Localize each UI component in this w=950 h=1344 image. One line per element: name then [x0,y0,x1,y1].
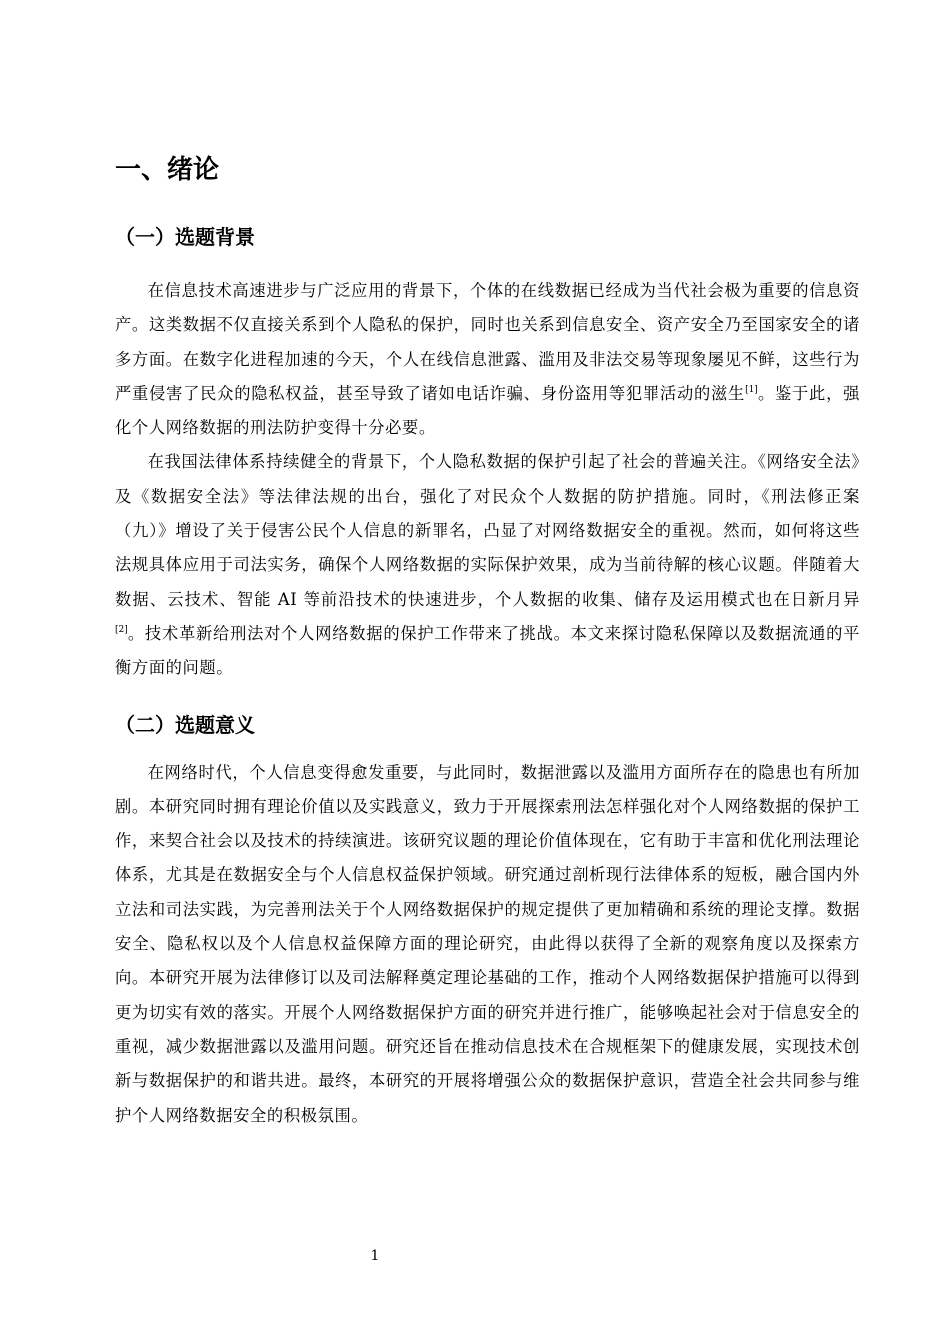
section-heading-background: （一）选题背景 [115,225,255,249]
paragraph-text: 。技术革新给刑法对个人网络数据的保护工作带来了挑战。本文来探讨隐私保障以及数据流通的平衡方面的问题。 [115,623,860,678]
citation-ref: [1] [745,384,758,395]
citation-ref: [2] [115,624,128,635]
body-paragraph: 在网络时代，个人信息变得愈发重要，与此同时，数据泄露以及滥用方面所存在的隐患也有所加剧。本研究同时拥有理论价值以及实践意义，致力于开展探索刑法怎样强化对个人网络数据的保护工作，来契合社会以及技术的持续演进。该研究议题的理论价值体现在，它有助于丰富和优化刑法理论体系，尤其是在数据安全与个人信息权益保护领域。研究通过剖析现行法律体系的短板，融合国内外立法和司法实践，为完善刑法关于个人网络数据保护的规定提供了更加精确和系统的理论支撑。数据安全、隐私权以及个人信息权益保障方面的理论研究，由此得以获得了全新的观察角度以及探索方向。本研究开展为法律修订以及司法解释奠定理论基础的工作，推动个人网络数据保护措施可以得到更为切实有效的落实。开展个人网络数据保护方面的研究并进行推广，能够唤起社会对于信息安全的重视，减少数据泄露以及滥用问题。研究还旨在推动信息技术在合规框架下的健康发展，实现技术创新与数据保护的和谐共进。最终，本研究的开展将增强公众的数据保护意识，营造全社会共同参与维护个人网络数据安全的积极氛围。 [115,762,860,1125]
body-paragraph [115,274,860,445]
chapter-title: 一、绪论 [115,155,220,185]
section-heading-significance: （二）选题意义 [115,712,255,737]
paragraph-text: 。鉴于此，强化个人网络数据的刑法防护变得十分必要。 [115,383,860,438]
body-paragraph [115,445,860,685]
paragraph-text: 在我国法律体系持续健全的背景下，个人隐私数据的保护引起了社会的普遍关注。《网络安全法》及《数据安全法》等法律法规的出台，强化了对民众个人数据的防护措施。同时，《刑法修正案（九）》增设了关于侵害公民个人信息的新罪名，凸显了对网络数据安全的重视。然而，如何将这些法规具体应用于司法实务，确保个人网络数据的实际保护效果，成为当前待解的核心议题。伴随着大数据、云技术、智能 AI 等前沿技术的快速进步，个人数据的收集、储存及运用模式也在日新月异 [115,452,860,609]
page-content [115,150,860,1133]
paragraph-text: 在信息技术高速进步与广泛应用的背景下，个体的在线数据已经成为当代社会极为重要的信息资产。这类数据不仅直接关系到个人隐私的保护，同时也关系到信息安全、资产安全乃至国家安全的诸多方面。在数字化进程加速的今天，个人在线信息泄露、滥用及非法交易等现象屡见不鲜，这些行为严重侵害了民众的隐私权益，甚至导致了诸如电话诈骗、身份盗用等犯罪活动的滋生 [115,281,860,403]
page-number: 1 [370,1248,380,1264]
